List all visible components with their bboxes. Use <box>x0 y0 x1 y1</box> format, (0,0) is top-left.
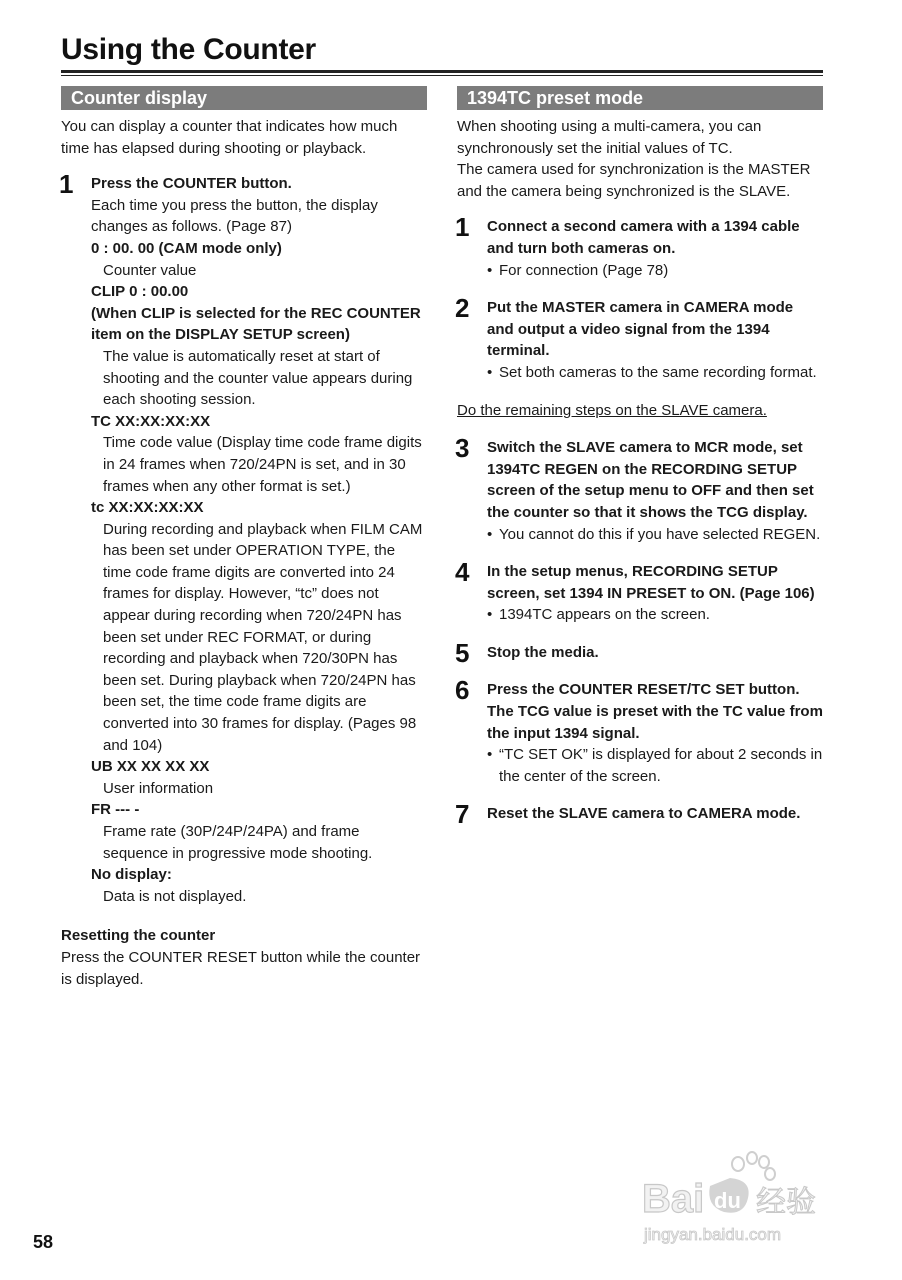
display-mode-desc: User information <box>103 779 214 797</box>
step-title: Press the COUNTER RESET/TC SET button. The TCG value is preset with the TC value from the input 1394 signal. <box>487 681 823 742</box>
step-number: 1 <box>59 169 74 200</box>
intro-text: When shooting using a multi-camera, you can synchronously set the initial values of TC. <box>457 118 762 157</box>
step-title: Put the MASTER camera in CAMERA mode and output a video signal from the 1394 terminal. <box>487 299 794 360</box>
step-title: Switch the SLAVE camera to MCR mode, set 1394TC REGEN on the RECORDING SETUP screen of the setup menu to OFF and then set the counter so that it shows the TCG display. <box>487 439 814 521</box>
display-mode-desc: Frame rate (30P/24P/24PA) and frame sequence in progressive mode shooting. <box>103 823 373 862</box>
step-number: 4 <box>455 557 470 588</box>
step-2 <box>455 293 823 383</box>
bullet-text: “TC SET OK” is displayed for about 2 seconds in the center of the screen. <box>499 746 823 785</box>
step-number: 5 <box>455 637 470 668</box>
step-text: Each time you press the button, the display changes as follows. (Page 87) <box>91 196 378 236</box>
intro-text-2: The camera used for synchronization is the MASTER and the camera being synchronized is the SLAVE. <box>457 161 811 200</box>
step-5 <box>455 637 823 668</box>
step-bullet <box>487 260 823 282</box>
step-7 <box>455 799 823 830</box>
page-number: 58 <box>33 1232 54 1252</box>
reset-text: Press the COUNTER RESET button while the counter is displayed. <box>61 948 421 988</box>
step-title: Connect a second camera with a 1394 cable and turn both cameras on. <box>487 218 800 257</box>
step-number: 1 <box>455 212 470 243</box>
bullet-icon: • <box>487 363 493 381</box>
display-mode-label: FR --- - <box>91 801 140 819</box>
bullet-text: You cannot do this if you have selected REGEN. <box>499 525 821 543</box>
step-number: 6 <box>455 675 470 706</box>
display-mode-desc: Data is not displayed. <box>103 887 247 905</box>
page-title: Using the Counter <box>61 33 316 66</box>
display-mode-label: UB XX XX XX XX <box>91 758 210 776</box>
bullet-icon: • <box>487 606 493 624</box>
step-title: Reset the SLAVE camera to CAMERA mode. <box>487 805 801 823</box>
section-heading-1394tc: 1394TC preset mode <box>457 86 823 110</box>
section-heading-counter-display: Counter display <box>61 86 427 110</box>
bullet-text: Set both cameras to the same recording format. <box>499 363 817 381</box>
step-title: Press the COUNTER button. <box>91 175 292 193</box>
display-mode-desc: Counter value <box>103 261 197 279</box>
bullet-icon: • <box>487 525 493 543</box>
step-4 <box>455 557 823 626</box>
step-bullet <box>487 524 823 546</box>
display-mode-desc: During recording and playback when FILM CAM has been set under OPERATION TYPE, the time code frame digits are converted into 24 frames for display. However, “tc” does not appear during recording when 720/24PN has been set under REC FORMAT, or during recording and playback when 720/30PN has been set. During playback when 720/24PN has been set, the time code frame digits are converted into 30 frames for display. (Pages 98 and 104) <box>103 520 423 754</box>
step-1 <box>455 212 823 281</box>
step-number: 2 <box>455 293 470 324</box>
step-bullet <box>487 744 823 787</box>
step-number: 7 <box>455 799 470 830</box>
step-title: In the setup menus, RECORDING SETUP screen, set 1394 IN PRESET to ON. (Page 106) <box>487 563 815 602</box>
svg-text:jingyan.baidu.com: jingyan.baidu.com <box>644 1225 782 1244</box>
step-6 <box>455 675 823 787</box>
bullet-icon: • <box>487 746 493 764</box>
display-mode-desc: Time code value (Display time code frame digits in 24 frames when 720/24PN is set, and in 30 frames when any other format is set.) <box>103 434 422 495</box>
display-mode-label: No display: <box>91 866 172 884</box>
reset-heading: Resetting the counter <box>61 927 216 945</box>
display-mode-label: tc XX:XX:XX:XX <box>91 499 204 517</box>
intro-text: You can display a counter that indicates how much time has elapsed during shooting or playback. <box>61 118 398 157</box>
step-3 <box>455 433 823 545</box>
title-rule <box>61 70 823 73</box>
slave-note: Do the remaining steps on the SLAVE camera. <box>457 401 767 419</box>
display-mode-label: 0 : 00. 00 (CAM mode only) <box>91 239 282 257</box>
baidu-jingyan-watermark-logo <box>640 1150 850 1250</box>
step-bullet <box>487 362 823 384</box>
step-number: 3 <box>455 433 470 464</box>
step-title: Stop the media. <box>487 643 599 661</box>
display-mode-label: TC XX:XX:XX:XX <box>91 412 211 430</box>
step-bullet <box>487 604 823 626</box>
bullet-icon: • <box>487 261 493 279</box>
display-mode-label: CLIP 0 : 00.00 <box>91 283 189 301</box>
bullet-text: For connection (Page 78) <box>499 261 669 279</box>
svg-text:du: du <box>714 1188 741 1213</box>
svg-text:Bai: Bai <box>642 1177 705 1221</box>
left-column <box>61 86 427 990</box>
bullet-text: 1394TC appears on the screen. <box>499 606 710 624</box>
right-column <box>457 86 823 841</box>
step-1 <box>59 169 427 907</box>
display-mode-label-note: (When CLIP is selected for the REC COUNTER item on the DISPLAY SETUP screen) <box>91 304 421 344</box>
svg-text:经验: 经验 <box>756 1185 816 1220</box>
title-rule-thin <box>61 75 823 76</box>
display-mode-desc: The value is automatically reset at start of shooting and the counter value appears during each shooting session. <box>103 347 413 409</box>
